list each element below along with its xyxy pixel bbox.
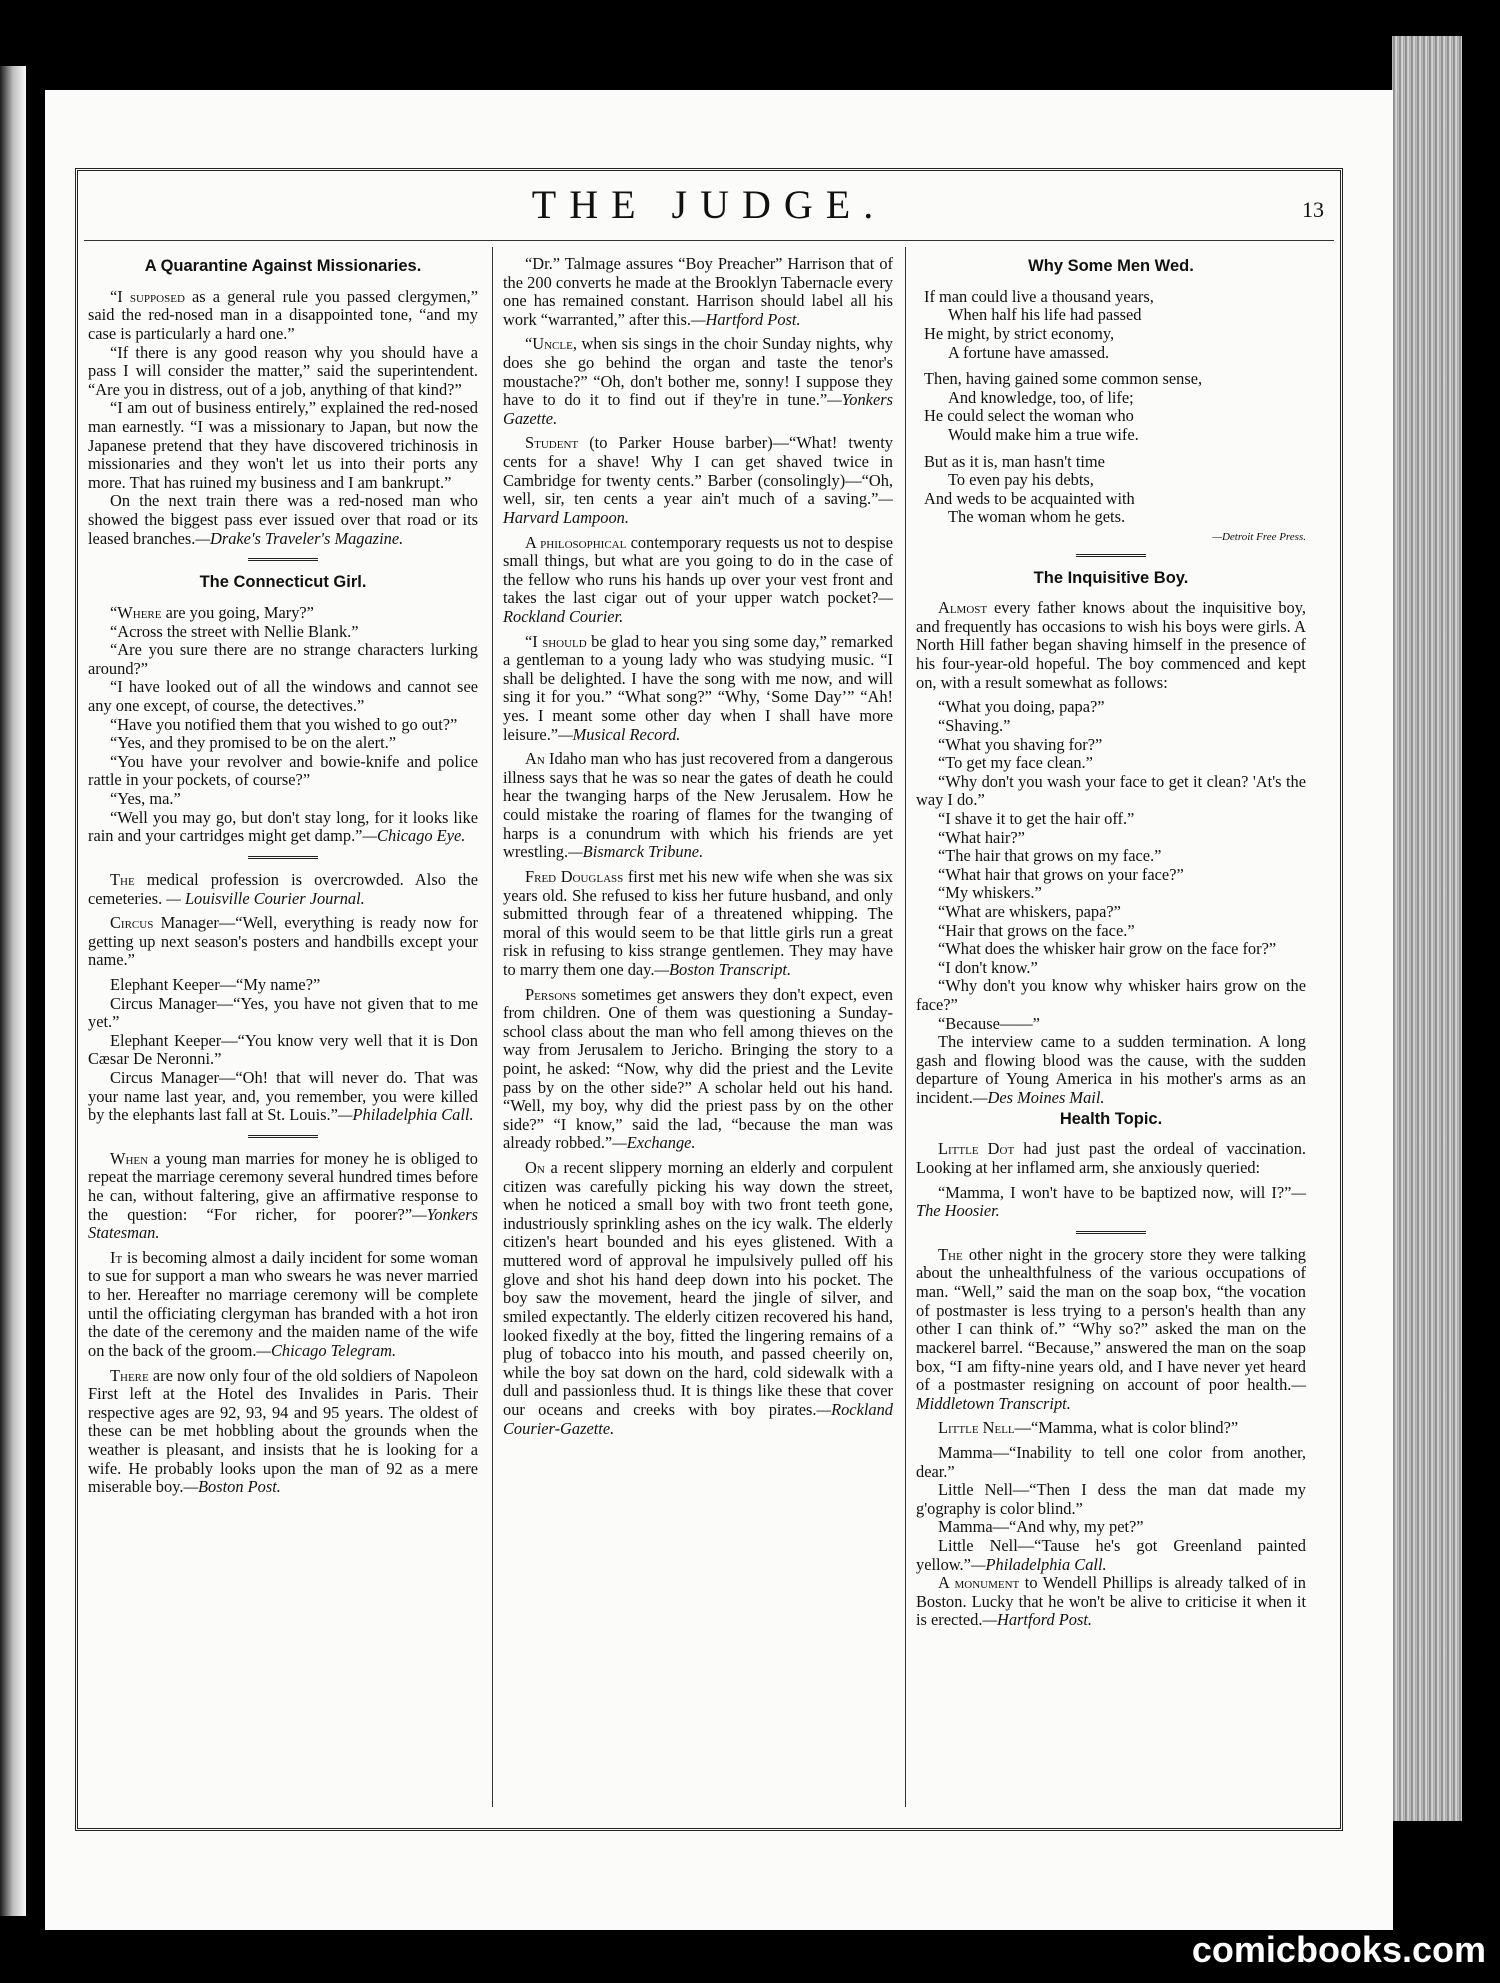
paragraph [88,753,478,790]
newspaper-page [45,90,1393,1930]
paragraph [916,940,1306,959]
paragraph-text: as a general rule you passed clergymen,” said the red-nosed man in a disappointed tone, “and my case is particularly a hard one.” [88,286,478,343]
masthead-title: THE JUDGE. [531,182,887,227]
paragraph-text: “I am out of business entirely,” explained the red-nosed man earnestly. “I was a missionary to Japan, but now the Japanese pretend that they have discovered trichinosis in missionaries and they won't let us into their ports any more. That has ruined my business and I am bankrupt.” [88,398,478,492]
section-separator [248,1135,318,1138]
lead-in: Persons [525,984,577,1004]
paragraph-text: “Yes, and they promised to be on the alert.” [110,733,397,753]
paragraph [916,599,1306,692]
paragraph-text: had just past the ordeal of vaccination. Looking at her inflamed arm, she anxiously queried: [916,1139,1306,1178]
paragraph-text: “Are you sure there are no strange characters lurking around?” [88,640,478,678]
paragraph [916,1537,1306,1574]
paragraph [916,884,1306,903]
source-credit: —Drake's Traveler's Magazine. [195,528,404,548]
paragraph [88,995,478,1032]
paragraph [916,1140,1306,1177]
source-credit: —Philadelphia Call. [970,1554,1107,1574]
paragraph-text: The interview came to a sudden termination. A long gash and flowing blood was the cause, with the sudden departure of Young America in his mother's arms as an incident. [916,1032,1306,1108]
source-credit: —Exchange. [612,1133,696,1153]
paragraph [916,1481,1306,1518]
paragraph-text: be glad to hear you sing some day,” remarked a gentleman to a young lady who was studying music. “I shall be delighted. I have the song with me now, and will sing it for you.” “What song?” “Why, ‘Some Day’” “Ah! yes. I meant some other day when I shall have more leisure.” [503,631,893,744]
source-credit: —Chicago Eye. [362,826,466,846]
lead-in: The [110,869,135,889]
poem-line: And knowledge, too, of life; [948,387,1134,407]
paragraph [916,1015,1306,1034]
source-credit: —Des Moines Mail. [972,1088,1105,1108]
paragraph-text: Mamma—“Inability to tell one color from another, dear.” [916,1442,1306,1481]
source-credit: —Yonkers Statesman. [88,1204,478,1243]
paragraph-text: “Across the street with Nellie Blank.” [110,621,359,641]
paragraph-text: “What hair?” [938,827,1025,847]
paragraph-text: a recent slippery morning an elderly and corpulent citizen was carefully picking his way down the street, when he noticed a small boy with two front teeth gone, industriously sprinkling ashes on the icy walk. The elderly citizen's heart bounded and his eyes glistened. With a muttered word of approval he impulsively pulled off his glove and shot his hand deep down into his pocket. The boy saw the movement, heard the jingle of silver, and smiled expectantly. The elderly citizen recovered his hand, looked fixedly at the boy, fitted the lingering remains of a plug of tobacco into his mouth, and passed cheerily on, while the boy sat down on the hard, cold sidewalk with a dull and passionless thud. It is things like these that cover our oceans and creeks with boy pirates. [503,1158,893,1419]
paragraph-text: “Hair that grows on the face.” [938,920,1135,940]
column-2 [503,255,893,1444]
poem-line: He might, by strict economy, [924,323,1115,343]
paragraph [916,922,1306,941]
paragraph-text: sometimes get answers they don't expect, even from children. One of them was questioning a Sunday-school class about the man who fell among thieves on the way from Jerusalem to Jericho. Bringing the story to a point, he asked: “Now, why did the priest and the Levite pass by on the other side?” A scholar held out his hand. “Well, my boy, why did the priest pass by on the other side?” “I know,” said the lad, “because the man was already robbed.” [503,984,893,1153]
paragraph [503,986,893,1153]
lead-in: A philosophical [525,532,627,552]
source-credit: —Hartford Post. [982,1610,1093,1630]
paragraph [503,1159,893,1438]
column-3 [916,255,1306,1636]
paragraph [916,754,1306,773]
paragraph [88,641,478,678]
paragraph-text: (to Parker House barber)—“What! twenty cents for a shave! Why I can get shaved twice in Cambridge for twenty cents.” Barber (consolingly)—“Oh, well, sir, ten cents a year ain't much of a saving.” [503,433,893,509]
paragraph [88,399,478,492]
paragraph-text: “Dr.” Talmage assures “Boy Preacher” Harrison that of the 200 converts he made at the Brooklyn Tabernacle every one has remained constant. Harrison should label all his work “warranted,” after this. [503,254,893,329]
column-rule [905,247,906,1807]
paragraph [503,750,893,862]
paragraph-text: to Wendell Phillips is already talked of in Boston. Lucky that he won't be alive to criticise it when it is erected. [916,1573,1306,1630]
paragraph [916,1444,1306,1481]
article-heading: The Inquisitive Boy. [1033,568,1189,587]
paragraph [916,1518,1306,1537]
lead-in: On [525,1158,545,1178]
page-number: 13 [1302,197,1324,222]
adjacent-page-edge [0,66,26,1916]
paragraph [916,903,1306,922]
paragraph-text: “The hair that grows on my face.” [938,846,1162,866]
column-1 [88,255,478,1503]
paragraph-text: “Shaving.” [938,715,1011,735]
paragraph-text: medical profession is overcrowded. Also the cemeteries. [88,869,478,908]
paragraph [88,716,478,735]
paragraph-text: “If there is any good reason why you should have a pass I will consider the matter,” said the superintendent. “Are you in distress, out of a job, anything of that kind?” [88,342,478,399]
paragraph [88,1249,478,1361]
poem-line: He could select the woman who [924,406,1134,426]
source-credit: —Boston Transcript. [654,959,792,979]
paragraph [88,678,478,715]
lead-in: Circus [110,913,154,933]
paragraph [88,344,478,400]
lead-in: Little Dot [938,1139,1015,1159]
lead-in: Little Nell [938,1418,1015,1438]
section-separator [248,558,318,561]
paragraph [916,977,1306,1014]
paragraph [88,288,478,344]
paragraph [503,534,893,627]
paragraph-text: Little Nell—“Tause he's got Greenland painted yellow.” [916,1535,1306,1574]
source-credit: —Chicago Telegram. [256,1340,397,1360]
paragraph [503,255,893,329]
paragraph-text: Manager—“Well, everything is ready now for getting up next season's posters and handbills except your name.” [88,913,478,970]
page-frame [75,168,1343,1831]
paragraph [88,976,478,995]
paragraph [916,847,1306,866]
source-credit: —Bismarck Tribune. [568,842,704,862]
poem-line: Then, having gained some common sense, [924,369,1203,389]
lead-in: It [110,1247,123,1267]
poem-line: The woman whom he gets. [948,507,1126,527]
paragraph [916,959,1306,978]
paragraph [88,604,478,623]
source-credit: —The Hoosier. [916,1182,1306,1221]
poem-line: A fortune have amassed. [948,342,1110,362]
paragraph-text: Little Nell—“Then I dess the man dat made my g'ography is color blind.” [916,1480,1306,1518]
lead-in: “I should [525,631,587,651]
lead-in: “Where [110,602,162,622]
paragraph-text: “I shave it to get the hair off.” [938,808,1135,828]
source-credit: —Harvard Lampoon. [503,489,893,527]
section-separator [1076,1231,1146,1234]
paragraph-text: “Yes, ma.” [110,789,181,809]
lead-in: When [110,1148,149,1168]
poem-line: Would make him a true wife. [948,424,1139,444]
source-credit: —Middletown Transcript. [916,1375,1306,1413]
paragraph [88,1069,478,1125]
paragraph-text: “What does the whisker hair grow on the face for?” [938,939,1277,959]
paragraph-text: Circus Manager—“Yes, you have not given that to me yet.” [88,993,478,1032]
paragraph-text: “Have you notified them that you wished to go out?” [110,714,458,734]
paragraph [503,633,893,745]
paragraph-text: “What you doing, papa?” [938,697,1105,717]
lead-in: “Uncle, [525,334,577,354]
paragraph [88,871,478,908]
paragraph-text: “What you shaving for?” [938,734,1103,754]
poem-line: When half his life had passed [948,305,1142,325]
poem-credit: —Detroit Free Press. [1212,531,1306,544]
paragraph-text: Idaho man who has just recovered from a dangerous illness says that he was so near the gates of death he could hear the twanging harps of the New Jerusalem. How he could mistake the roaring of flames for the twanging of harps is a conundrum with which his friends are yet wrestling. [503,749,893,862]
section-separator [248,856,318,859]
poem [924,288,1306,527]
article-heading: A Quarantine Against Missionaries. [144,257,422,275]
paragraph [88,809,478,846]
paragraph [88,1032,478,1069]
paragraph-text: Elephant Keeper—“You know very well that it is Don Cæsar De Neronni.” [88,1030,478,1069]
paragraph-text: Elephant Keeper—“My name?” [110,974,321,994]
paragraph-text: “What hair that grows on your face?” [938,864,1184,884]
lead-in: Almost [938,598,988,618]
paragraph [88,623,478,642]
source-credit: —Philadelphia Call. [337,1105,474,1125]
paragraph-text: On the next train there was a red-nosed man who showed the biggest pass ever issued over that road or its leased branches. [88,491,478,548]
paragraph-text: “Mamma, I won't have to be baptized now, will I?” [938,1182,1292,1202]
lead-in: There [110,1365,149,1385]
book-page-stack [1392,36,1462,1821]
source-credit: —Musical Record. [558,724,681,744]
paragraph-text: “You have your revolver and bowie-knife and police rattle in your pockets, of course?” [88,751,478,790]
paragraph [916,1419,1306,1438]
lead-in: “I supposed [110,286,185,306]
paragraph [88,914,478,970]
paragraph-text: are you going, Mary?” [161,602,314,622]
paragraph [88,1150,478,1243]
paragraph [88,1367,478,1497]
lead-in: An [525,749,545,769]
paragraph [88,790,478,809]
paragraph [916,1574,1306,1630]
paragraph-text: contemporary requests us not to despise small things, but what are you going to do in the case of the fellow who runs his hands up over your vest front and takes the last cigar out of your upper watch pocket? [503,532,893,608]
watermark: comicbooks.com [1191,1929,1486,1970]
poem-line: If man could live a thousand years, [924,286,1154,306]
paragraph [916,1246,1306,1413]
paragraph [916,1184,1306,1221]
article-heading: Health Topic. [1059,1109,1163,1128]
paragraph [916,1033,1306,1107]
paragraph-text: first met his new wife when she was six years old. She refused to kiss her future husband, and only submitted through fear of a threatened whipping. The moral of this would seem to be that little girls run a great risk in refusing to kiss strange gentlemen. They may have to marry them one day. [503,866,893,979]
source-credit: —Yonkers Gazette. [503,390,893,428]
section-separator [1076,554,1146,557]
paragraph [916,829,1306,848]
paragraph-text: “Because——” [938,1013,1040,1033]
poem-line: But as it is, man hasn't time [924,451,1105,471]
paragraph-text: “I don't know.” [938,957,1038,977]
paragraph-text: Circus Manager—“Oh! that will never do. That was your name last year, and, you remember, you were killed by the elephants last fall at St. Louis.” [88,1067,478,1125]
paragraph-text: a young man marries for money he is obliged to repeat the marriage ceremony several hundred times before he can, without faltering, give an affirmative response to the question: “For richer, for poorer?” [88,1148,478,1224]
paragraph-text: “Why don't you know why whisker hairs grow on the face?” [916,976,1306,1015]
paragraph [916,698,1306,717]
source-credit: —Rockland Courier-Gazette. [503,1399,893,1438]
paragraph-text: when sis sings in the choir Sunday nights, why does she go behind the organ and taste the tenor's moustache?” “Oh, don't bother me, sonny! I suppose they have to do it to find out if they're in tune.” [503,334,893,410]
paragraph-text: Mamma—“And why, my pet?” [938,1517,1144,1537]
lead-in: A monument [938,1573,1020,1593]
lead-in: Fred Douglass [525,866,624,886]
paragraph-text: “To get my face clean.” [938,753,1093,773]
masthead-rule [84,240,1334,241]
source-credit: — Louisville Courier Journal. [162,888,365,908]
article-heading: Why Some Men Wed. [1028,257,1194,275]
lead-in: The [938,1244,963,1264]
paragraph [916,736,1306,755]
paragraph-text: —“Mamma, what is color blind?” [1014,1418,1239,1438]
paragraph-text: “What are whiskers, papa?” [938,901,1121,921]
paragraph [88,734,478,753]
poem-line: To even pay his debts, [948,470,1094,490]
paragraph-text: “Well you may go, but don't stay long, for it looks like rain and your cartridges might get damp.” [88,807,478,846]
paragraph [916,773,1306,810]
lead-in: Student [525,433,579,453]
column-rule [492,247,493,1807]
paragraph-text: “I have looked out of all the windows and cannot see any one except, of course, the detectives.” [88,677,478,716]
paragraph [916,810,1306,829]
paragraph [916,866,1306,885]
paragraph-text: “My whiskers.” [938,883,1042,903]
paragraph-text: are now only four of the old soldiers of Napoleon First left at the Hotel des Invalides in Paris. Their respective ages are 92, 93, 94 and 95 years. The oldest of these can be met hobbling about the grounds when the weather is pleasant, and insists that he is looking for a wife. He probably looks upon the man of 92 as a mere miserable boy. [88,1365,478,1497]
paragraph [503,335,893,428]
paragraph [503,868,893,980]
paragraph-text: “Why don't you wash your face to get it clean? 'At's the way I do.” [916,771,1306,810]
paragraph-text: every father knows about the inquisitive boy, and frequently has occasions to wish his boys were girls. A North Hill father began shaving himself in the presence of his four-year-old hopeful. The boy commenced and kept on, with a result somewhat as follows: [916,598,1306,692]
paragraph [88,492,478,548]
source-credit: —Hartford Post. [690,309,801,329]
paragraph-text: other night in the grocery store they were talking about the unhealthfulness of the various occupations of man. “Well,” said the man on the soap box, “the vocation of postmaster is less trying to a person's health than any other I can think of.” “Why so?” asked the man on the mackerel barrel. “Because,” answered the man on the soap box, “I am fifty-nine years old, and I have never yet heard of a postmaster resigning on account of poor health. [916,1244,1306,1395]
article-heading: The Connecticut Girl. [199,573,367,592]
paragraph [916,717,1306,736]
source-credit: —Rockland Courier. [503,588,893,626]
poem-line: And weds to be acquainted with [924,488,1135,508]
source-credit: —Boston Post. [183,1477,281,1497]
paragraph-text: is becoming almost a daily incident for some woman to sue for support a man who swears he was never married to her. Hereafter no marriage ceremony will be complete until the officiating clergyman has branded with a hot iron the date of the ceremony and the maiden name of the wife on the back of the groom. [88,1247,478,1360]
paragraph [503,434,893,527]
